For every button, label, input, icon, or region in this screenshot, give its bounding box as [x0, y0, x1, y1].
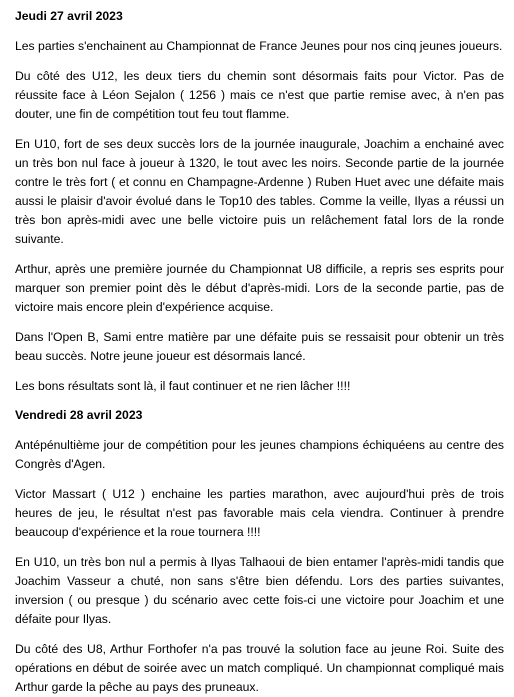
paragraph-open-b: Dans l'Open B, Sami entre matière par une défaite puis se ressaisit pour obtenir un très beau succès. Notre jeune joueur est désormais lancé. [15, 330, 504, 363]
section-date-friday: Vendredi 28 avril 2023 [15, 408, 143, 422]
section-date-thursday: Jeudi 27 avril 2023 [15, 9, 123, 23]
paragraph-friday-u10: En U10, un très bon nul a permis à Ilyas Talhaoui de bien entamer l'après-midi tandis que Joachim Vasseur a chuté, non sans s'être bien défendu. Lors des parties suivantes, inversion ( ou presque ) du scénario avec cette fois-ci une victoire pour Joachim et une défaite pour Ilyas. [15, 555, 504, 626]
paragraph-friday-u8: Du côté des U8, Arthur Forthofer n'a pas trouvé la solution face au jeune Roi. Suite des opérations en début de soirée avec un match compliqué. Un championnat compliqué mais Arthur garde la pêche au pays des pruneaux. [15, 642, 504, 694]
paragraph-u10: En U10, fort de ses deux succès lors de la journée inaugurale, Joachim a enchainé avec un très bon nul face à joueur à 1320, le tout avec les noirs. Seconde partie de la journée contre le très fort ( et connu en Champagne-Ardenne ) Ruben Huet avec une défaite mais aussi le plaisir d'avoir évolué dans le Top10 des tables. Comme la veille, Ilyas a réussi un très bon après-midi avec une belle victoire puis un relâchement fatal lors de la ronde suivante. [15, 137, 504, 246]
paragraph-friday-u12: Victor Massart ( U12 ) enchaine les parties marathon, avec aujourd'hui près de trois heures de jeu, le résultat n'est pas favorable mais cela viendra. Continuer à prendre beaucoup d'expérience et la roue tournera !!!! [15, 487, 504, 539]
paragraph-conclusion: Les bons résultats sont là, il faut continuer et ne rien lâcher !!!! [15, 379, 351, 393]
paragraph-u12: Du côté des U12, les deux tiers du chemin sont désormais faits pour Victor. Pas de réussite face à Léon Sejalon ( 1256 ) mais ce n'est que partie remise avec, à n'en pas douter, une fin de compétition tout feu tout flamme. [15, 69, 504, 121]
paragraph-u8: Arthur, après une première journée du Championnat U8 difficile, a repris ses esprits pour marquer son premier point dès le début d'après-midi. Lors de la seconde partie, pas de victoire mais encore plein d'expérience acquise. [15, 262, 504, 314]
paragraph-intro: Les parties s'enchainent au Championnat de France Jeunes pour nos cinq jeunes joueurs. [15, 39, 503, 53]
paragraph-friday-intro: Antépénultième jour de compétition pour les jeunes champions échiquéens au centre des Congrès d'Agen. [15, 438, 504, 471]
